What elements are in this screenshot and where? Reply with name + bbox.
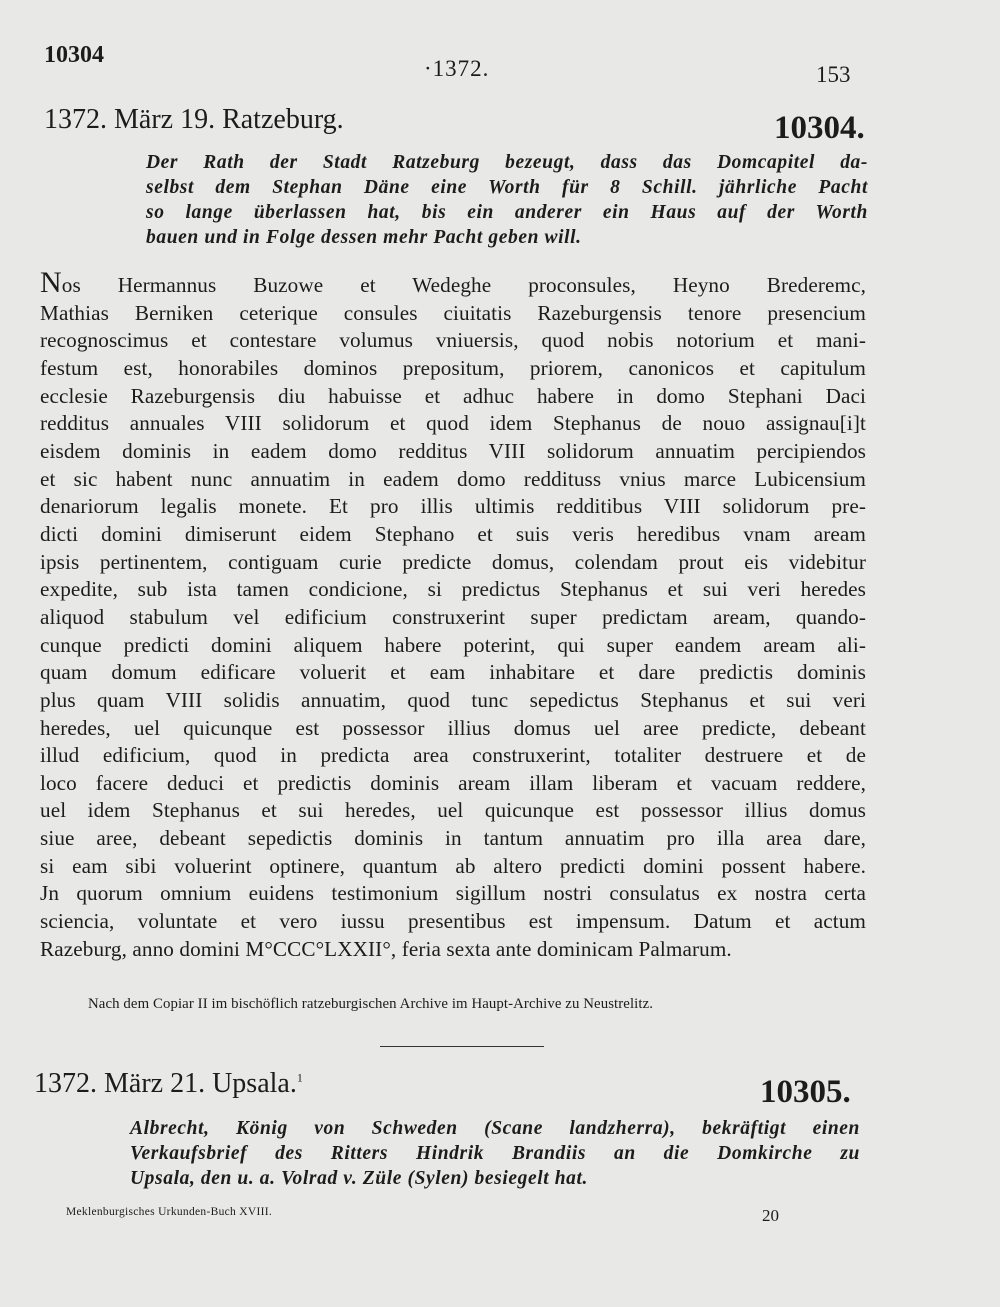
charter-line: denariorum legalis monete. Et pro illis ultimis redditibus VIII solidorum pre- <box>40 494 866 519</box>
charter-line: si eam sibi voluerint optinere, quantum ab altero predicti domini possent habere. <box>40 853 866 878</box>
entry-doc-number: 10305. <box>760 1074 851 1110</box>
initial-letter: N <box>40 266 62 299</box>
entry-regest <box>146 150 868 250</box>
charter-line: loco facere deduci et predictis dominis aream illam liberam et vacuam reddere, <box>40 770 866 795</box>
charter-line: redditus annuales VIII solidorum et quod idem Stephanus de nouo assignau[i]t <box>40 411 866 436</box>
charter-line: heredes, uel quicunque est possessor illius domus uel aree predicte, debeant <box>40 715 866 740</box>
charter-text <box>40 266 866 963</box>
charter-line: cunque predicti domini aliquem habere poterint, qui super eandem aream ali- <box>40 632 866 657</box>
charter-line: ecclesie Razeburgensis diu habuisse et adhuc habere in domo Stephani Daci <box>40 383 866 408</box>
charter-line: recognoscimus et contestare volumus vniuersis, quod nobis notorium et mani- <box>40 328 866 353</box>
charter-line: Mathias Berniken ceterique consules ciuitatis Razeburgensis tenore presencium <box>40 300 866 325</box>
charter-line: dicti domini dimiserunt eidem Stephano et suis veris heredibus vnam aream <box>40 521 866 546</box>
page-number: 153 <box>816 62 851 87</box>
entry-dateline: 1372. März 19. Ratzeburg. <box>44 104 344 135</box>
footnote-mark: 1 <box>296 1070 303 1085</box>
entry-regest <box>130 1116 860 1191</box>
running-header-doc-number: 10304 <box>44 42 104 68</box>
entry-dateline <box>34 1068 303 1100</box>
charter-line: Jn quorum omnium euidens testimonium sigillum nostri consulatus ex nostra certa <box>40 881 866 906</box>
charter-line: et sic habent nunc annuatim in eadem domo reddituss vnius marce Lubicensium <box>40 466 866 491</box>
running-header-year: ·1372. <box>424 56 490 81</box>
footer-book-title: Meklenburgisches Urkunden-Buch XVIII. <box>66 1206 273 1218</box>
regest-line: Albrecht, König von Schweden (Scane landzherra), bekräftigt einen <box>130 1118 860 1139</box>
entry-dateline-text: 1372. März 21. Upsala. <box>34 1068 297 1099</box>
entry-divider <box>380 1046 544 1047</box>
charter-line: sciencia, voluntate et vero iussu presentibus est impensum. Datum et actum <box>40 909 866 934</box>
charter-line: uel idem Stephanus et sui heredes, uel quicunque est possessor illius domus <box>40 798 866 823</box>
footer-signature: 20 <box>762 1206 779 1225</box>
regest-line: Upsala, den u. a. Volrad v. Züle (Sylen) besiegelt hat. <box>130 1168 589 1189</box>
charter-line: aliquod stabulum vel edificium construxerint super predictam aream, quando- <box>40 604 866 629</box>
charter-line: eisdem dominis in eadem domo redditus VIII solidorum annuatim percipiendos <box>40 438 866 463</box>
charter-line: illud edificium, quod in predicta area construxerint, totaliter destruere et de <box>40 743 866 768</box>
charter-line: festum est, honorabiles dominos prepositum, priorem, canonicos et capitulum <box>40 355 866 380</box>
charter-line: ipsis pertinentem, contiguam curie predicte domus, colendam prout eis videbitur <box>40 549 866 574</box>
entry-doc-number: 10304. <box>774 110 865 146</box>
charter-line: quam domum edificare voluerit et eam inhabitare et dare predictis dominis <box>40 660 866 685</box>
source-note: Nach dem Copiar II im bischöflich ratzeburgischen Archive im Haupt-Archive zu Neustrelitz. <box>88 996 654 1012</box>
charter-line-text: os Hermannus Buzowe et Wedeghe proconsules, Heyno Brederemc, <box>61 273 866 297</box>
regest-line: bauen und in Folge dessen mehr Pacht geben will. <box>146 227 582 248</box>
charter-line <box>40 266 866 300</box>
charter-line: siue aree, debeant sepedictis dominis in tantum annuatim pro illa area dare, <box>40 826 866 851</box>
regest-line: so lange überlassen hat, bis ein anderer ein Haus auf der Worth <box>146 202 868 223</box>
regest-line: Der Rath der Stadt Ratzeburg bezeugt, dass das Domcapitel da- <box>146 152 868 173</box>
regest-line: Verkaufsbrief des Ritters Hindrik Brandiis an die Domkirche zu <box>130 1143 860 1164</box>
charter-line: plus quam VIII solidis annuatim, quod tunc sepedictus Stephanus et sui veri <box>40 687 866 712</box>
regest-line: selbst dem Stephan Däne eine Worth für 8 Schill. jährliche Pacht <box>146 177 868 198</box>
charter-line: expedite, sub ista tamen condicione, si predictus Stephanus et sui veri heredes <box>40 577 866 602</box>
charter-line: Razeburg, anno domini M°CCC°LXXII°, feria sexta ante dominicam Palmarum. <box>40 936 732 961</box>
